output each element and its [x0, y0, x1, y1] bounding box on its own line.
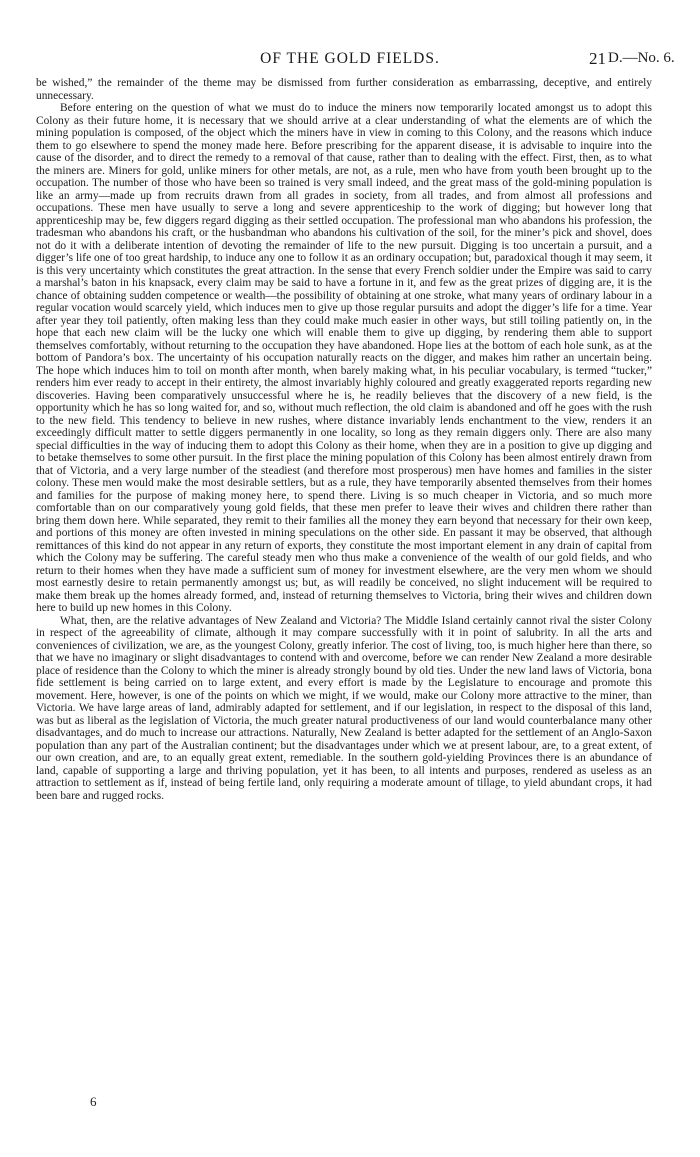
page-header [0, 50, 700, 72]
page-number: 21 [589, 49, 606, 68]
paragraph-miners: Before entering on the question of what we must do to induce the miners now temporarily located amongst us to adopt this Colony as their future home, it is necessary that we should arrive at a clear understanding of what the elements are of which the mining population is composed, of the object which the miners have in view in coming to this Colony, and the reasons which induce them to go elsewhere to spend the money made here. Before prescribing for the apparent disease, it is advisable to inquire into the cause of the disorder, and to direct the remedy to a removal of that cause, rather than to dealing with the effect. First, then, as to what the miners are. Miners for gold, unlike miners for other metals, are not, as a rule, men who have from youth been brought up to the occupation. The number of those who have been so trained is very small indeed, and the great mass of the gold-mining population is like an army—made up from recruits drawn from all grades in society, from all trades, and from almost all professions and occupations. These men have usually to serve a long and severe apprenticeship to the work of digging; but however long that apprenticeship may be, few diggers regard digging as their settled occupation. The professional man who abandons his profession, the tradesman who abandons his craft, or the husbandman who abandons his cultivation of the soil, for the miner’s pick and shovel, does not do it with a deliberate intention of devoting the remainder of life to the new pursuit. Digging is too uncertain a pursuit, and a digger’s life one of too great hardship, to induce any one to follow it as an ordinary occupation; but, paradoxical though it may seem, it is this very uncertainty which constitutes the great attraction. In the sense that every French soldier under the Empire was said to carry a marshal’s baton in his knapsack, every claim may be said to have a fortune in it, and few as the great prizes of digging are, it is the chance of obtaining sudden competence or wealth—the possibility of obtaining at one stroke, what many years of ordinary labour in a regular vocation would scarcely yield, which induces men to give up those regular pursuits and adopt the digger’s life for a time. Year after year they toil patiently, often making less than they could make much easier in other ways, but still toiling patiently on, in the hope that each new claim will be the lucky one which will enable them to give up digging, by rendering them able to support themselves comfortably, without returning to the occupation they have abandoned. Hope lies at the bottom of each hole sunk, as at the bottom of Pandora’s box. The uncertainty of his occupation naturally reacts on the digger, and makes him rather an uncertain being. The hope which induces him to toil on month after month, when barely making what, in his peculiar vocabulary, is termed “tucker,” renders him ever ready to accept in their entirety, the almost invariably highly coloured and greatly exaggerated reports regarding new discoveries. Having been comparatively unsuccessful where he is, he readily believes that the discovery of a new field, is the opportunity which he has so long waited for, and so, without much reflection, the old claim is abandoned and off he goes with the rush to the new field. This tendency to believe in new rushes, where distance invariably lends enchantment to the view, renders it an exceedingly difficult matter to settle diggers permanently in one locality, so long as they remain diggers only. There are also many special difficulties in the way of inducing them to adopt this Colony as their home, when they are in a position to give up digging and to betake themselves to some other pursuit. In the first place the mining population of this Colony has been almost entirely drawn from that of Victoria, and a very large number of the steadiest (and therefore most prosperous) men have homes and families in the sister colony. These men would make the most desirable settlers, but as a rule, they have temporarily absented themselves from their homes and families for the purpose of making money here, to spend there. Living is so much cheaper in Victoria, and so much more comfortable than on our comparatively young gold fields, that these men prefer to leave their wives and children there rather than bring them down here. While separated, they remit to their families all the money they earn beyond that necessary for their own keep, and portions of this money are often invested in mining speculations on the other side. En passant it may be observed, that although remittances of this kind do not appear in any return of exports, they constitute the most important element in any drain of capital from which the Colony may be suffering. The careful steady men who thus make a convenience of the wealth of our gold fields, and who return to their homes when they have made a sufficient sum of money for investment elsewhere, are the very men whom we should most earnestly desire to retain permanently amongst us; but, as will readily be conceived, no slight inducement will be required to make them break up the homes already formed, and, instead of returning themselves to Victoria, bring their wives and children down here to build up new homes in this Colony. [36, 102, 652, 614]
paragraph-continuation: be wished,” the remainder of the theme may be dismissed from further consideration as embarrassing, deceptive, and entirely unnecessary. [36, 77, 652, 102]
document-reference: D.—No. 6. [608, 50, 675, 66]
paragraph-advantages: What, then, are the relative advantages of New Zealand and Victoria? The Middle Island certainly cannot rival the sister Colony in respect of the agreeability of climate, although it may compare successfully with it in point of salubrity. In all the arts and conveniences of civilization, we are, as the youngest Colony, greatly inferior. The cost of living, too, is much higher here than there, so that we have no imaginary or slight disadvantages to contend with and overcome, before we can render New Zealand a more desirable place of residence than the Colony to which the miner is already strongly bound by old ties. Under the new land laws of Victoria, bona fide settlement is being carried on to large extent, and every effort is made by the Legislature to encourage and promote this movement. Here, however, is one of the points on which we might, if we would, make our Colony more attractive to the miner, than Victoria. We have large areas of land, admirably adapted for settlement, and if our legislation, in respect to the disposal of this land, was but as liberal as the legislation of Victoria, the much greater natural productiveness of our land would counterbalance many other disadvantages, and do much to increase our attractions. Naturally, New Zealand is better adapted for the settlement of an Anglo-Saxon population than any part of the Australian continent; but the disadvantages under which we at present labour, are, to a great extent, of our own creation, and are, to an equally great extent, remediable. In the southern gold-yielding Provinces there is an abundance of land, capable of supporting a large and thriving population, yet it has been, to all intents and purposes, rendered as useless as an attraction to settlement as if, instead of being fertile land, only requiring a moderate amount of tillage, to yield abundant crops, it had been bare and rugged rocks. [36, 614, 652, 802]
body-text [36, 77, 652, 802]
signature-mark: 6 [90, 1094, 97, 1109]
running-title: OF THE GOLD FIELDS. [260, 50, 440, 67]
